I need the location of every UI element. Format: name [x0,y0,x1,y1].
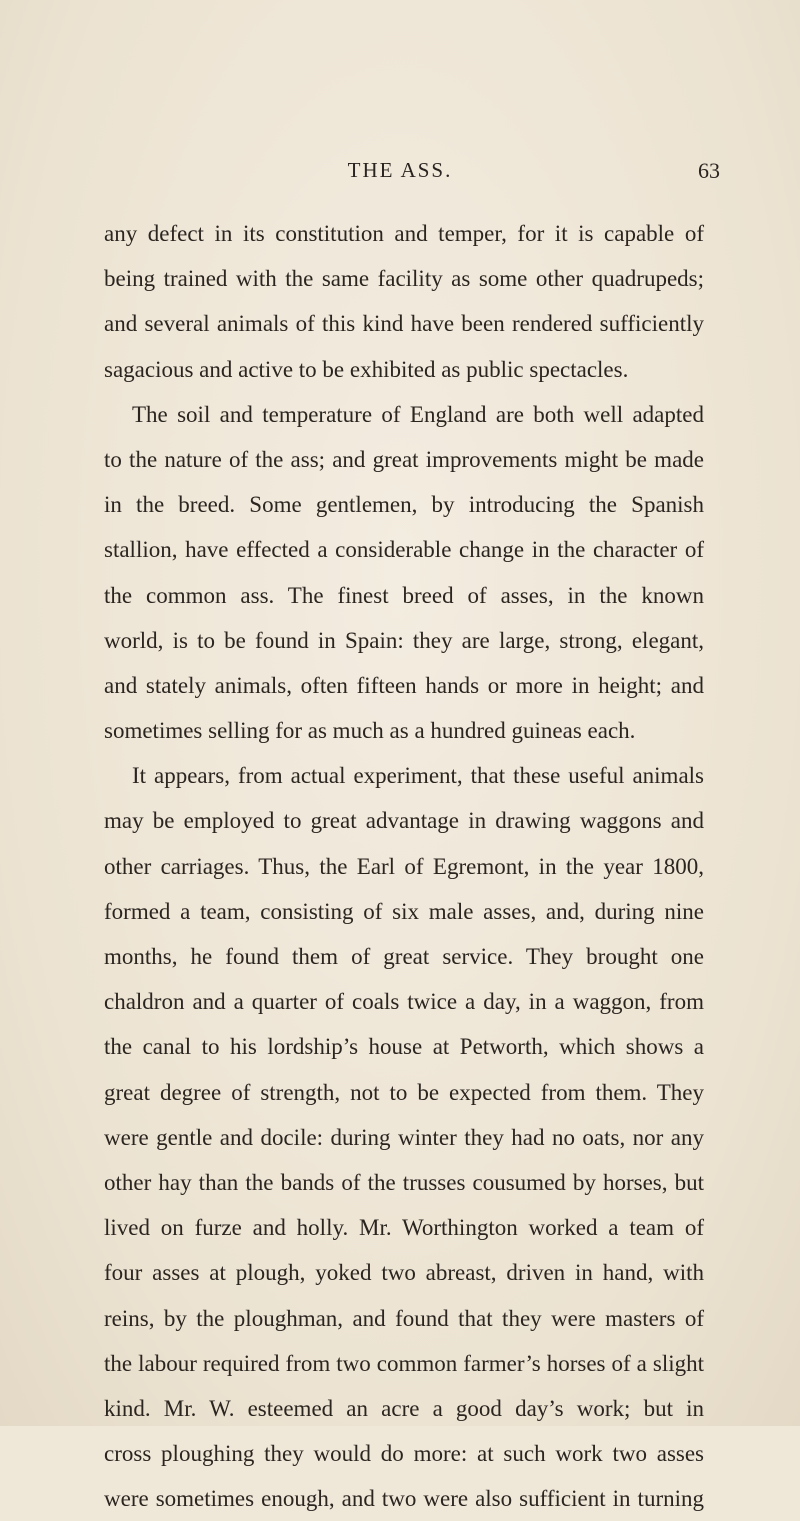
text-line: cross ploughing they would do more: at such work two asses [104,1441,704,1467]
text-line: being trained with the same facility as some other quadrupeds; [104,266,704,292]
paragraph-start-line: It appears, from actual experiment, that these useful animals [132,763,704,789]
text-line: the labour required from two common farmer’s horses of a slight [104,1350,704,1376]
text-line: to the nature of the ass; and great improvements might be made [104,446,704,472]
text-line: four asses at plough, yoked two abreast, driven in hand, with [104,1260,704,1286]
body-text [104,211,704,1521]
text-line: the common ass. The finest breed of asses, in the known [104,582,704,608]
text-line: may be employed to great advantage in drawing waggons and [104,808,704,834]
page-number: 63 [698,158,720,183]
text-line: formed a team, consisting of six male asses, and, during nine [104,898,704,924]
text-line: the canal to his lordship’s house at Petworth, which shows a [104,1034,704,1060]
text-line: world, is to be found in Spain: they are large, strong, elegant, [104,627,704,653]
text-line: any defect in its constitution and temper, for it is capable of [104,221,704,246]
text-line: other carriages. Thus, the Earl of Egremont, in the year 1800, [104,853,704,879]
text-line: sometimes selling for as much as a hundred guineas each. [104,718,636,744]
text-line: kind. Mr. W. esteemed an acre a good day’s work; but in [104,1395,704,1421]
running-head [0,158,800,184]
text-line: other hay than the bands of the trusses cousumed by horses, but [104,1169,704,1195]
text-line: lived on furze and holly. Mr. Worthington worked a team of [104,1215,704,1241]
text-line: in the breed. Some gentlemen, by introducing the Spanish [104,492,704,518]
text-line: great degree of strength, not to be expected from them. They [104,1079,704,1105]
text-line: were sometimes enough, and two were also sufficient in turning [104,1486,704,1512]
text-line: stallion, have effected a considerable change in the character of [104,537,704,563]
text-line: were gentle and docile: during winter they had no oats, nor any [104,1124,704,1150]
paragraph-start-line: The soil and temperature of England are both well adapted [132,401,704,427]
text-line: months, he found them of great service. They brought one [104,944,704,969]
running-head-title: THE ASS. [347,158,453,182]
text-line: chaldron and a quarter of coals twice a day, in a waggon, from [104,989,704,1015]
text-line: reins, by the ploughman, and found that they were masters of [104,1305,704,1331]
text-line: and stately animals, often fifteen hands or more in height; and [104,672,704,698]
text-line: and several animals of this kind have been rendered sufficiently [104,311,704,337]
text-line: sagacious and active to be exhibited as public spectacles. [104,356,629,382]
